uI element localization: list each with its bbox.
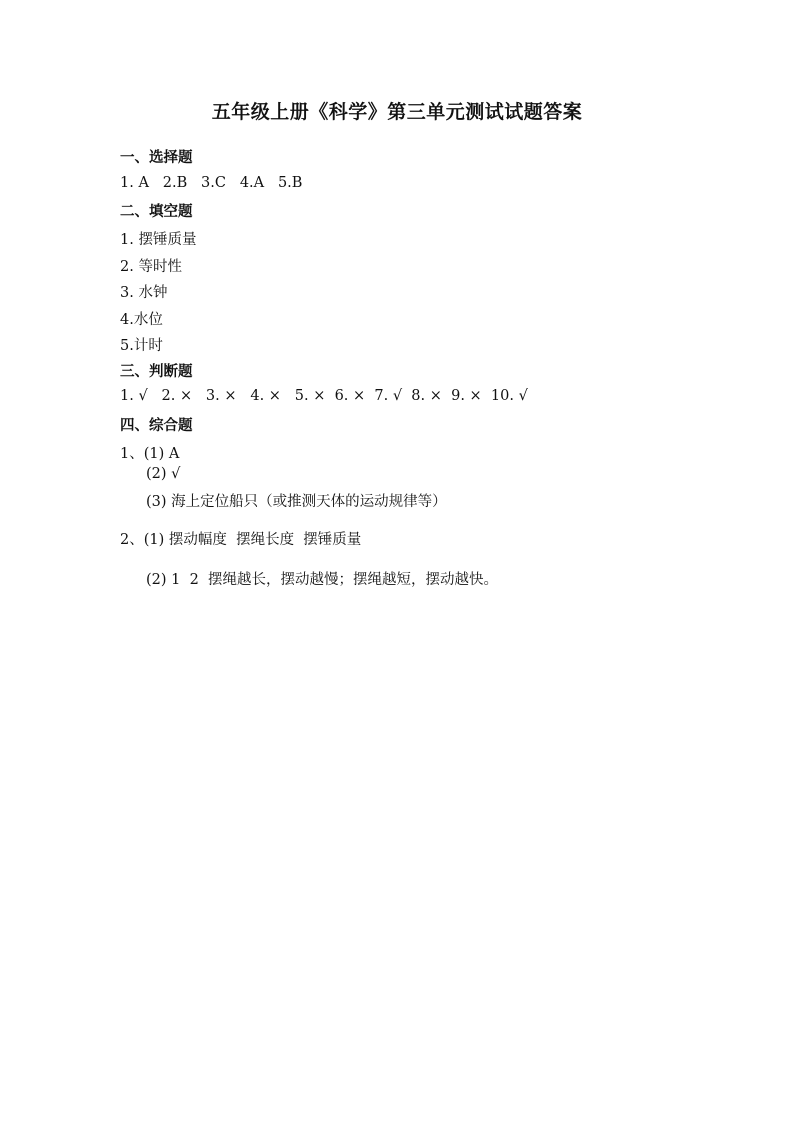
section-heading-comprehensive: 四、综合题 (120, 418, 193, 434)
fill-blank-answer-4: 4.水位 (120, 312, 163, 328)
section-heading-choice: 一、选择题 (120, 150, 193, 166)
choice-answers: 1. A 2.B 3.C 4.A 5.B (120, 175, 303, 191)
comprehensive-q2-part2: (2) 1 2 摆绳越长，摆动越慢；摆绳越短，摆动越快。 (146, 572, 499, 588)
comprehensive-q2-part1: 2、(1) 摆动幅度 摆绳长度 摆锤质量 (120, 532, 362, 548)
fill-blank-answer-3: 3. 水钟 (120, 285, 168, 301)
comprehensive-q1-part3: (3) 海上定位船只（或推测天体的运动规律等） (146, 494, 447, 510)
section-heading-fill-blank: 二、填空题 (120, 204, 193, 220)
fill-blank-answer-1: 1. 摆锤质量 (120, 232, 197, 248)
comprehensive-q1-part1: 1、(1) A (120, 446, 180, 462)
fill-blank-answer-2: 2. 等时性 (120, 259, 182, 275)
comprehensive-q1-part2: (2) √ (146, 466, 181, 482)
true-false-answers: 1. √ 2. × 3. × 4. × 5. × 6. × 7. √ 8. × 9. × 10. √ (120, 388, 528, 404)
fill-blank-answer-5: 5.计时 (120, 338, 163, 354)
section-heading-true-false: 三、判断题 (120, 364, 193, 380)
document-title: 五年级上册《科学》第三单元测试试题答案 (211, 101, 583, 123)
